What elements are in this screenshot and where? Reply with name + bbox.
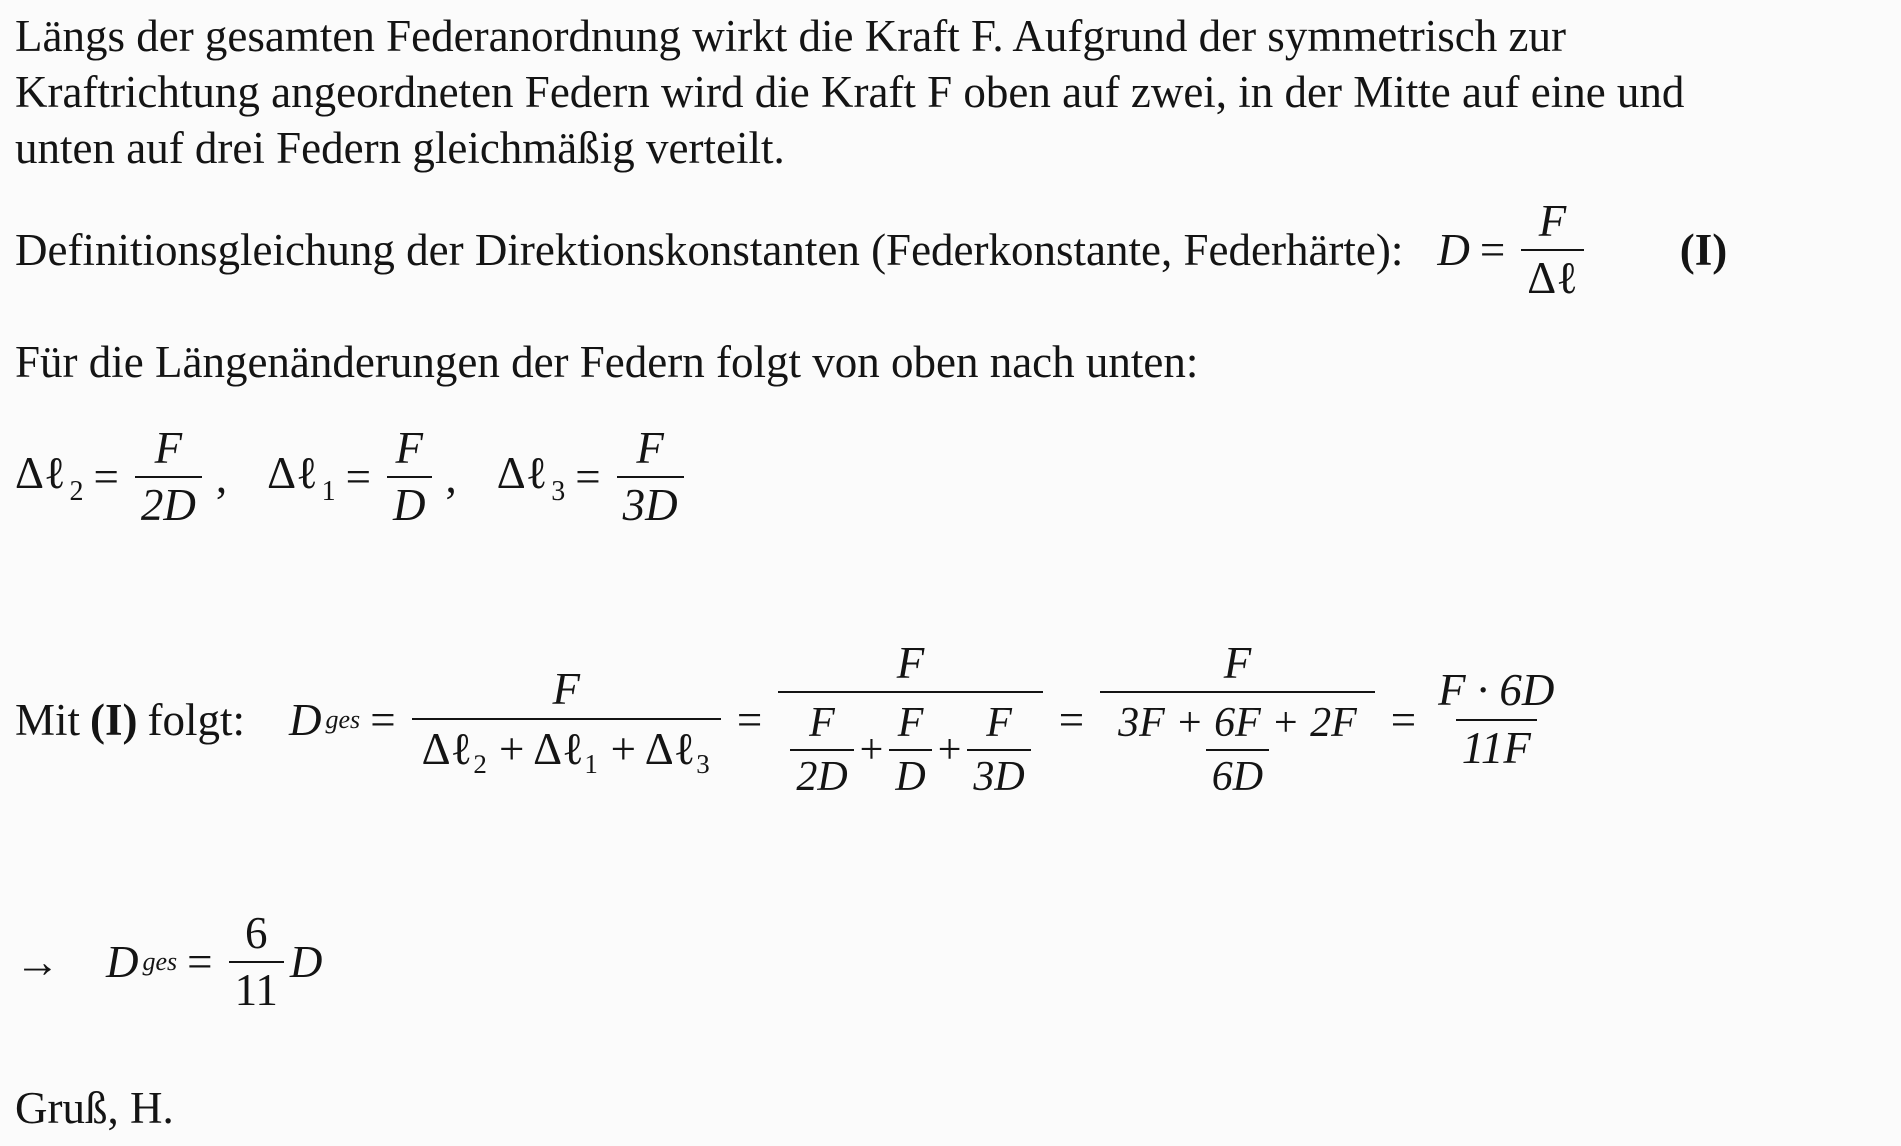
- derivation-fraction-2: F $\frac{F}{2D}$ + $\frac{F}{D}$ + $\frac{F}{3D}$: [778, 640, 1042, 799]
- length-change-term: Δℓ $_2$: [15, 447, 84, 507]
- changes-intro: Für die Längenänderungen der Federn folgt von oben nach unten:: [15, 337, 1199, 387]
- paragraph-line-2: Kraftrichtung angeordneten Federn wird die Kraft F oben auf zwei, in der Mitte auf eine und: [15, 67, 1685, 117]
- length-change-fraction: $\frac{F}{D}$: [387, 425, 432, 530]
- definition-equals: =: [1479, 225, 1506, 276]
- length-change-fraction: $\frac{F}{3D}$: [617, 425, 684, 530]
- definition-denominator: Δℓ: [1521, 249, 1584, 302]
- derivation-lhs: D: [289, 694, 322, 745]
- result-row: → D ges = $\frac{6}{11}$ D: [15, 908, 323, 1016]
- definition-row: [15, 198, 1885, 303]
- closing: Gruß, H.: [15, 1083, 174, 1133]
- length-change-term: Δℓ $_1$: [267, 447, 336, 507]
- length-changes-row: Δℓ $_2$ = $\frac{F}{2D}$ , Δℓ $_1$ = $\frac{F}{D}$ , Δℓ $_3$ = $\frac{F}{3D}$: [15, 425, 690, 530]
- definition-text: Definitionsgleichung der Direktionskonstanten (Federkonstante, Federhärte):: [15, 225, 1404, 276]
- derivation-fraction-1: $\frac{F}{\text{Δℓ₂ + Δℓ₁ + Δℓ₃}}$: [412, 666, 721, 773]
- result-fraction: $\frac{6}{11}$: [229, 910, 284, 1015]
- derivation-fraction-3: $\frac{F}{\frac{3F + 6F + 2F}{6D}}$: [1100, 640, 1375, 799]
- definition-numerator: F: [1538, 196, 1567, 246]
- derivation-row: Mit (I) folgt: D ges = $\frac{F}{\text{Δℓ₂ + Δℓ₁ + Δℓ₃}}$ = F $\frac{F}{2D}$ + $\frac{F}{D}$ + $\frac{F}{3D}$ = $\frac{F}{\frac{3F + 6F + 2F}{6D}}$ = $\frac{F \cdot 6D}{11F}$: [15, 640, 1566, 799]
- length-change-fraction: $\frac{F}{2D}$: [135, 425, 202, 530]
- paragraph-line-3: unten auf drei Federn gleichmäßig verteilt.: [15, 123, 785, 173]
- definition-lhs: D: [1437, 225, 1470, 276]
- definition-fraction: [1521, 198, 1584, 303]
- arrow-icon: →: [15, 937, 60, 988]
- result-lhs: D: [106, 937, 139, 988]
- paragraph-line-1: Längs der gesamten Federanordnung wirkt die Kraft F. Aufgrund der symmetrisch zur: [15, 11, 1566, 61]
- equation-tag: (I): [1679, 225, 1728, 276]
- length-change-term: Δℓ $_3$: [496, 447, 566, 507]
- derivation-fraction-4: $\frac{F \cdot 6D}{11F}$: [1438, 665, 1555, 773]
